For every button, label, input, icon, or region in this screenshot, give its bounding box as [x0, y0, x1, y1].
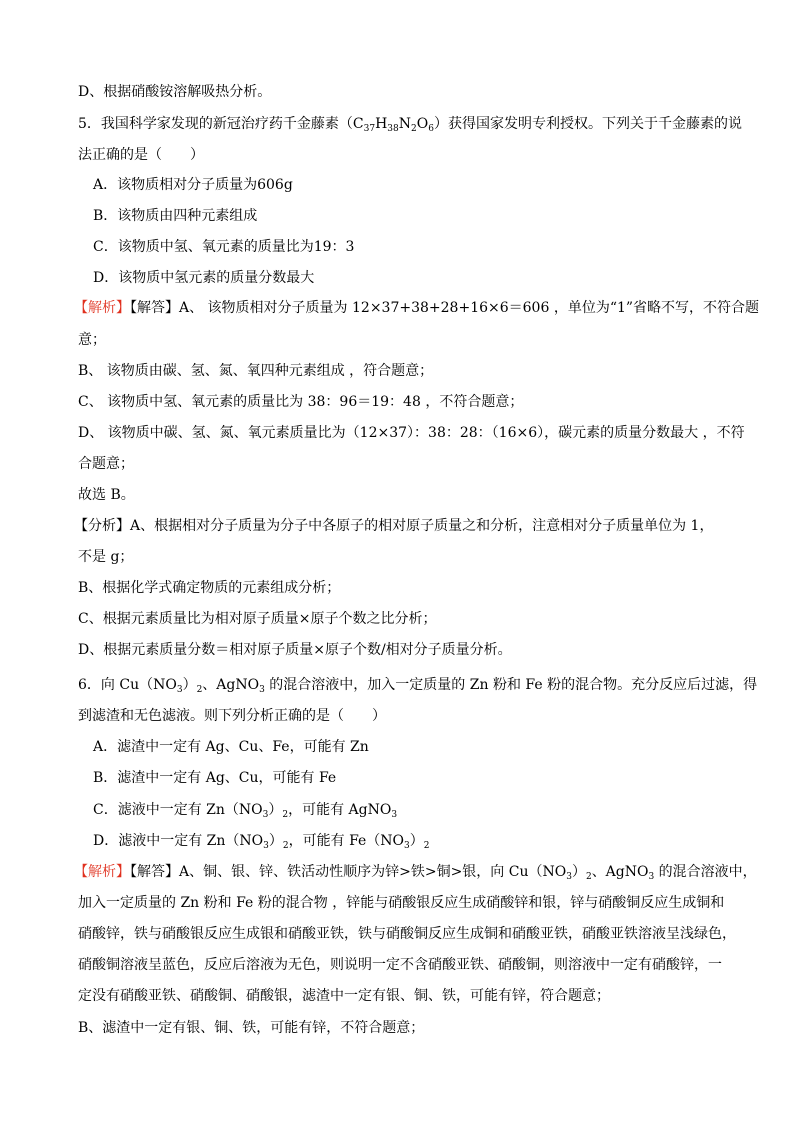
q5-formula-n-sub: 2	[411, 124, 417, 134]
q5-answer-c: C、 该物质中氢、氧元素的质量比为 38：96＝19：48 ，不符合题意；	[78, 394, 524, 410]
paren: ）	[409, 833, 424, 849]
q6-analysis-post: 的混合溶液中，	[654, 864, 757, 880]
q5-fenxi-line1: 【分析】A、根据相对分子质量为分子中各原子的相对原子质量之和分析，注意相对分子质量单位为 1，	[74, 518, 714, 534]
q5-option-a: A．该物质相对分子质量为606g	[93, 177, 293, 193]
sub2: 2	[423, 841, 430, 851]
q5-stem-b: ）获得国家发明专利授权。下列关于千金藤素的说	[433, 116, 742, 132]
sub2: 2	[585, 872, 592, 882]
q6-stem-line1	[78, 675, 757, 695]
analysis-tag: 【解析】	[74, 300, 130, 316]
q6-option-c-mid: ，可能有 AgNO	[288, 802, 392, 818]
q5-option-d: D．该物质中氢元素的质量分数最大	[93, 270, 315, 286]
q5-stem-line1	[78, 114, 742, 134]
sub3: 3	[648, 872, 655, 882]
q6-stem-line2: 到滤渣和无色滤液。则下列分析正确的是（ ）	[78, 708, 386, 724]
q6-analysis-line5: 定没有硝酸亚铁、硝酸铜、硝酸银，滤渣中一定有银、铜、铁，可能有锌，符合题意；	[78, 988, 610, 1004]
q6-analysis-line4: 硝酸铜溶液呈蓝色，反应后溶液为无色，则说明一定不含硝酸亚铁、硝酸铜，则溶液中一定有硝酸锌，一	[78, 957, 722, 973]
q5-choice: 故选 B。	[78, 487, 135, 503]
q5-answer-a: 【解答】A、 该物质相对分子质量为 12×37+38+28+16×6＝606 ，单位为“1”省略不写，不符合题	[130, 300, 760, 316]
q5-formula-o: O	[416, 116, 429, 132]
prev-answer-tail: D、根据硝酸铵溶解吸热分析。	[78, 84, 272, 100]
q5-analysis-line1	[74, 298, 759, 318]
q6-option-c	[93, 800, 397, 820]
sub3: 3	[391, 810, 398, 820]
q6-option-c-pre: C．滤液中一定有 Zn（NO	[93, 802, 263, 818]
sub2: 2	[196, 685, 203, 695]
q6-option-a: A．滤渣中一定有 Ag、Cu、Fe，可能有 Zn	[93, 739, 369, 755]
q5-stem-line2: 法正确的是（ ）	[78, 147, 204, 163]
q6-stem-a: 6．向 Cu（NO	[78, 677, 177, 693]
q6-agno: 、AgNO	[202, 677, 260, 693]
q6-option-d	[93, 831, 430, 851]
q5-formula-c-sub: 37	[363, 124, 376, 134]
q5-answer-d-line2: 合题意；	[78, 456, 134, 472]
q5-formula-h: H	[375, 116, 388, 132]
q5-option-c: C．该物质中氢、氧元素的质量比为19：3	[93, 239, 355, 255]
q5-answer-b: B、 该物质由碳、氢、氮、氧四种元素组成 ，符合题意；	[78, 363, 434, 379]
paren: ）	[268, 802, 283, 818]
q5-formula-h-sub: 38	[387, 124, 399, 134]
sub3: 3	[404, 841, 410, 851]
q6-analysis-line2: 加入一定质量的 Zn 粉和 Fe 粉的混合物 ，锌能与硝酸银反应生成硝酸锌和银，锌与硝酸铜反应生成铜和	[78, 895, 725, 911]
q6-answer-b: B、滤渣中一定有银、铜、铁，可能有锌，不符合题意；	[78, 1020, 425, 1036]
q6-stem-c: 的混合溶液中，加入一定质量的 Zn 粉和 Fe 粉的混合物。充分反应后过滤，得	[264, 677, 758, 693]
q5-analysis-line2: 意；	[78, 332, 106, 348]
q6-analysis-line1	[74, 862, 757, 882]
q5-fenxi-d: D、根据元素质量分数＝相对原子质量×原子个数/相对分子质量分析。	[78, 642, 512, 658]
q5-fenxi-line2: 不是 g；	[78, 549, 134, 565]
sub3: 3	[566, 872, 572, 882]
q6-option-d-pre: D．滤液中一定有 Zn（NO	[93, 833, 264, 849]
q6-analysis-pre: 【解答】A、铜、银、锌、铁活动性顺序为锌>铁>铜>银，向 Cu（NO	[130, 864, 567, 880]
sub3: 3	[259, 685, 265, 695]
q6-analysis-line3: 硝酸锌，铁与硝酸银反应生成银和硝酸亚铁，铁与硝酸铜反应生成铜和硝酸亚铁，硝酸亚铁溶液呈浅绿色，	[78, 926, 736, 942]
q5-fenxi-b: B、根据化学式确定物质的元素组成分析；	[78, 580, 341, 596]
q6-analysis-mid: 、AgNO	[591, 864, 649, 880]
sub3: 3	[263, 841, 269, 851]
sub2: 2	[282, 841, 289, 851]
q5-option-b: B．该物质由四种元素组成	[93, 208, 258, 224]
sub3: 3	[262, 810, 269, 820]
q5-formula-o-sub: 6	[428, 124, 434, 134]
paren: ）	[571, 864, 586, 880]
sub2: 2	[282, 810, 289, 820]
q5-answer-d-line1: D、 该物质中碳、氢、氮、氧元素质量比为（12×37）：38：28：（16×6），碳元素的质量分数最大 ，不符	[78, 425, 745, 441]
paren: ）	[268, 833, 283, 849]
q5-stem-a: 5．我国科学家发现的新冠治疗药千金藤素（C	[78, 116, 364, 132]
sub3: 3	[176, 685, 183, 695]
q6-option-d-mid: ，可能有 Fe（NO	[288, 833, 405, 849]
analysis-tag: 【解析】	[74, 864, 130, 880]
q5-formula-n: N	[398, 116, 411, 132]
q6-option-b: B．滤渣中一定有 Ag、Cu，可能有 Fe	[93, 770, 337, 786]
paren: ）	[182, 677, 197, 693]
q5-fenxi-c: C、根据元素质量比为相对原子质量×原子个数之比分析；	[78, 611, 437, 627]
